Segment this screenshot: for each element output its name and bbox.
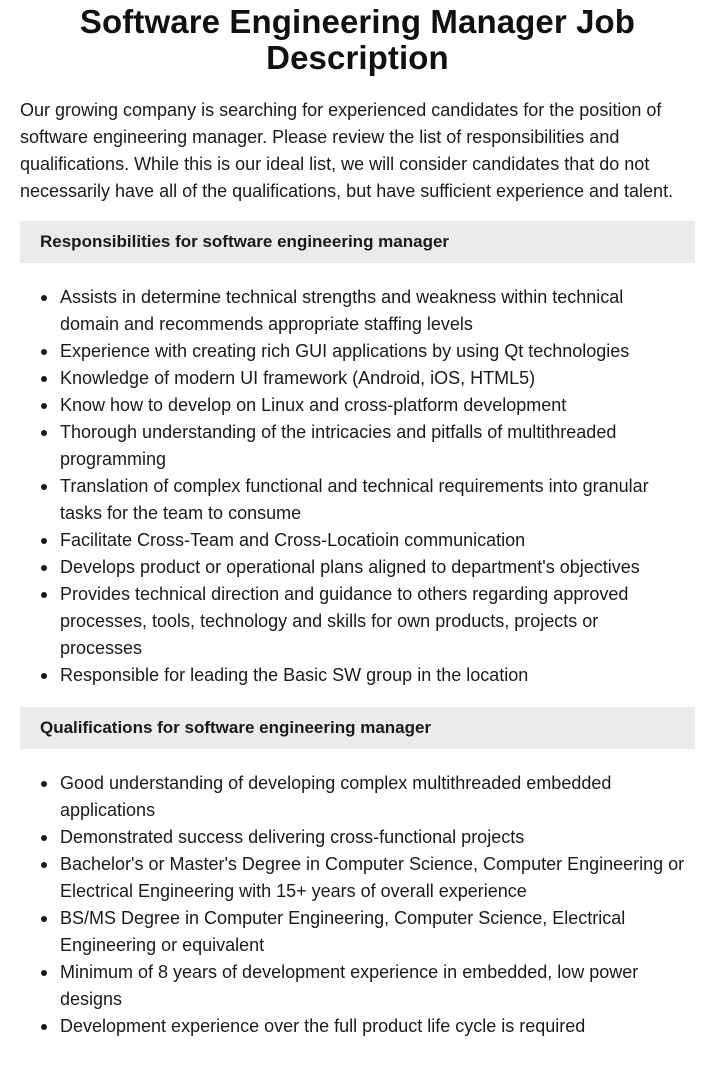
list-item-text: Minimum of 8 years of development experience in embedded, low power designs (60, 962, 639, 1009)
bullet-icon (41, 484, 47, 490)
bullet-icon (41, 592, 47, 598)
responsibilities-list (20, 284, 695, 689)
list-item-text: Demonstrated success delivering cross-functional projects (60, 827, 525, 847)
bullet-icon (41, 970, 47, 976)
bullet-icon (41, 862, 47, 868)
bullet-icon (41, 403, 47, 409)
bullet-icon (41, 673, 47, 679)
list-item-text: Good understanding of developing complex multithreaded embedded applications (60, 773, 612, 820)
list-item-text: Knowledge of modern UI framework (Android, iOS, HTML5) (60, 368, 536, 388)
list-item-text: Facilitate Cross-Team and Cross-Locatioin communication (60, 530, 526, 550)
list-item (60, 581, 695, 662)
list-item-text: Experience with creating rich GUI applications by using Qt technologies (60, 341, 630, 361)
list-item-text: Thorough understanding of the intricacies and pitfalls of multithreaded programming (60, 422, 617, 469)
list-item (60, 959, 695, 1013)
bullet-icon (41, 781, 47, 787)
list-item (60, 662, 695, 689)
list-item (60, 365, 695, 392)
list-item-text: Bachelor's or Master's Degree in Computer Science, Computer Engineering or Electrical Engineering with 15+ years of overall experience (60, 854, 685, 901)
list-item (60, 851, 695, 905)
job-description-page (0, 4, 720, 1040)
list-item-text: Provides technical direction and guidance to others regarding approved processes, tools, technology and skills for own products, projects or processes (60, 584, 629, 658)
page-title: Software Engineering Manager Job Description (79, 3, 636, 76)
list-item (60, 1013, 695, 1040)
list-item-text: Responsible for leading the Basic SW group in the location (60, 665, 529, 685)
list-item (60, 284, 695, 338)
intro-paragraph: Our growing company is searching for experienced candidates for the position of software engineering manager. Please review the list of responsibilities and qualifications. While this is our ideal list, we will consider candidates that do not necessarily have all of the qualifications, but have sufficient experience and talent. (20, 100, 674, 201)
list-item-text: Development experience over the full product life cycle is required (60, 1016, 586, 1036)
bullet-icon (41, 430, 47, 436)
list-item-text: Assists in determine technical strengths and weakness within technical domain and recommends appropriate staffing levels (60, 287, 624, 334)
list-item (60, 392, 695, 419)
qualifications-list (20, 770, 695, 1040)
list-item (60, 527, 695, 554)
list-item-text: Develops product or operational plans aligned to department's objectives (60, 557, 640, 577)
list-item-text: Know how to develop on Linux and cross-platform development (60, 395, 567, 415)
responsibilities-heading: Responsibilities for software engineering manager (20, 221, 695, 263)
bullet-icon (41, 1024, 47, 1030)
bullet-icon (41, 538, 47, 544)
bullet-icon (41, 916, 47, 922)
bullet-icon (41, 376, 47, 382)
bullet-icon (41, 349, 47, 355)
bullet-icon (41, 295, 47, 301)
list-item (60, 824, 695, 851)
bullet-icon (41, 565, 47, 571)
list-item (60, 905, 695, 959)
list-item-text: BS/MS Degree in Computer Engineering, Computer Science, Electrical Engineering or equivalent (60, 908, 626, 955)
list-item (60, 419, 695, 473)
list-item (60, 473, 695, 527)
list-item (60, 338, 695, 365)
list-item (60, 554, 695, 581)
list-item-text: Translation of complex functional and technical requirements into granular tasks for the team to consume (60, 476, 649, 523)
bullet-icon (41, 835, 47, 841)
qualifications-heading: Qualifications for software engineering manager (20, 707, 695, 749)
list-item (60, 770, 695, 824)
